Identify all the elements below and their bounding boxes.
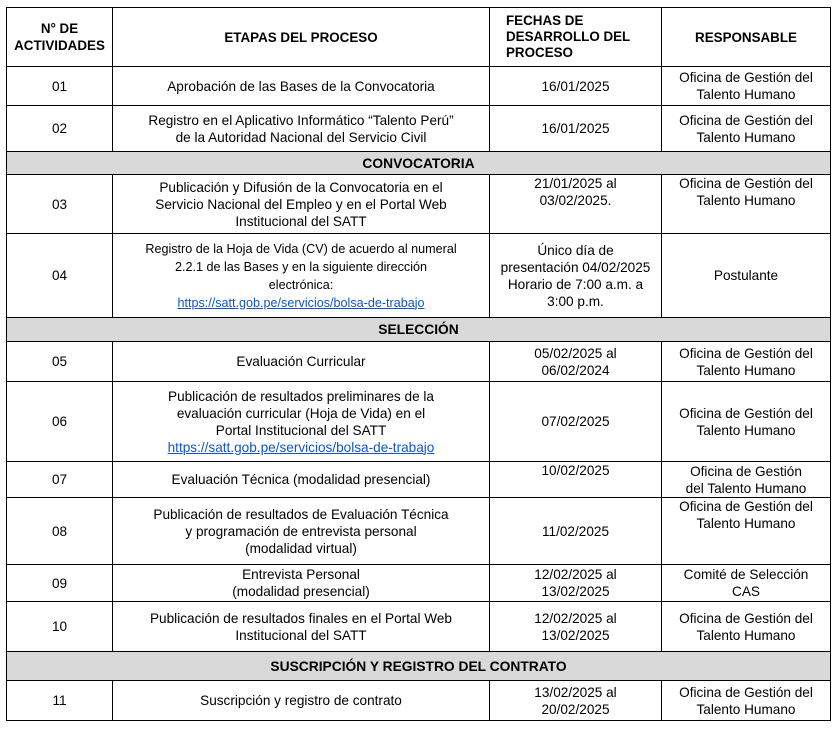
row-fecha: 11/02/2025 <box>490 498 662 565</box>
row-num: 04 <box>7 234 113 318</box>
row-fecha: 16/01/2025 <box>490 106 662 152</box>
header-row <box>7 8 831 67</box>
section-seleccion <box>7 318 831 342</box>
row-num: 11 <box>7 681 113 721</box>
row-num: 03 <box>7 175 113 234</box>
row-num: 06 <box>7 382 113 462</box>
table-row <box>7 565 831 602</box>
section-convocatoria <box>7 152 831 175</box>
header-responsable: RESPONSABLE <box>662 8 831 67</box>
row-num: 02 <box>7 106 113 152</box>
row-etapa: Suscripción y registro de contrato <box>113 681 490 721</box>
row-etapa: Publicación y Difusión de la Convocatoria en el Servicio Nacional del Empleo y en el Portal Web Institucional del SATT <box>113 175 490 234</box>
row-num: 08 <box>7 498 113 565</box>
row-responsable: Oficina de Gestión del Talento Humano <box>662 498 831 565</box>
row-responsable: Oficina de Gestión del Talento Humano <box>662 342 831 382</box>
table-row <box>7 462 831 498</box>
table-row <box>7 498 831 565</box>
table-row <box>7 67 831 106</box>
row-num: 07 <box>7 462 113 498</box>
row-fecha: 13/02/2025 al 20/02/2025 <box>490 681 662 721</box>
row-responsable: Oficina de Gestión del Talento Humano <box>662 67 831 106</box>
row-responsable: Oficina de Gestión del Talento Humano <box>662 106 831 152</box>
table-row <box>7 602 831 652</box>
section-title: SUSCRIPCIÓN Y REGISTRO DEL CONTRATO <box>7 652 831 681</box>
row-responsable: Oficina de Gestión del Talento Humano <box>662 681 831 721</box>
table-row <box>7 681 831 721</box>
section-title: CONVOCATORIA <box>7 152 831 175</box>
row-num: 05 <box>7 342 113 382</box>
row-etapa: Registro de la Hoja de Vida (CV) de acuerdo al numeral 2.2.1 de las Bases y en la siguiente dirección electrónica: https://satt.gob.pe/servicios/bolsa-de-trabajo <box>113 234 490 318</box>
row-responsable: Oficina de Gestión del Talento Humano <box>662 175 831 234</box>
row-fecha: 16/01/2025 <box>490 67 662 106</box>
header-etapas: ETAPAS DEL PROCESO <box>113 8 490 67</box>
section-title: SELECCIÓN <box>7 318 831 342</box>
row-etapa: Aprobación de las Bases de la Convocatoria <box>113 67 490 106</box>
row-fecha: 12/02/2025 al 13/02/2025 <box>490 602 662 652</box>
row-fecha: 21/01/2025 al 03/02/2025. <box>490 175 662 234</box>
row-etapa: Publicación de resultados de Evaluación Técnica y programación de entrevista personal (modalidad virtual) <box>113 498 490 565</box>
table-row <box>7 175 831 234</box>
row-responsable: Oficina de Gestión del Talento Humano <box>662 382 831 462</box>
row-responsable: Postulante <box>662 234 831 318</box>
row-num: 10 <box>7 602 113 652</box>
row-fecha: 10/02/2025 <box>490 462 662 498</box>
row-etapa: Evaluación Curricular <box>113 342 490 382</box>
header-num: N° DE ACTIVIDADES <box>7 8 113 67</box>
row-fecha: 05/02/2025 al 06/02/2024 <box>490 342 662 382</box>
row-fecha: 07/02/2025 <box>490 382 662 462</box>
row-responsable: Oficina de Gestión del Talento Humano <box>662 462 831 498</box>
row-responsable: Comité de Selección CAS <box>662 565 831 602</box>
table-row <box>7 234 831 318</box>
bolsa-trabajo-link[interactable]: https://satt.gob.pe/servicios/bolsa-de-trabajo <box>177 295 425 310</box>
row-num: 01 <box>7 67 113 106</box>
table-row <box>7 382 831 462</box>
row-etapa: Entrevista Personal (modalidad presencial) <box>113 565 490 602</box>
table-row <box>7 106 831 152</box>
row-num: 09 <box>7 565 113 602</box>
table-row <box>7 342 831 382</box>
row-etapa: Publicación de resultados finales en el Portal Web Institucional del SATT <box>113 602 490 652</box>
row-fecha: Único día de presentación 04/02/2025 Horario de 7:00 a.m. a 3:00 p.m. <box>490 234 662 318</box>
row-fecha: 12/02/2025 al 13/02/2025 <box>490 565 662 602</box>
header-fechas: FECHAS DE DESARROLLO DEL PROCESO <box>490 8 662 67</box>
row-etapa: Publicación de resultados preliminares de la evaluación curricular (Hoja de Vida) en el Portal Institucional del SATT https://satt.gob.pe/servicios/bolsa-de-trabajo <box>113 382 490 462</box>
cronograma-table <box>6 7 831 721</box>
row-etapa: Evaluación Técnica (modalidad presencial) <box>113 462 490 498</box>
section-suscripcion <box>7 652 831 681</box>
row-etapa: Registro en el Aplicativo Informático “Talento Perú” de la Autoridad Nacional del Servicio Civil <box>113 106 490 152</box>
row-responsable: Oficina de Gestión del Talento Humano <box>662 602 831 652</box>
resultados-link[interactable]: https://satt.gob.pe/servicios/bolsa-de-trabajo <box>167 439 435 455</box>
